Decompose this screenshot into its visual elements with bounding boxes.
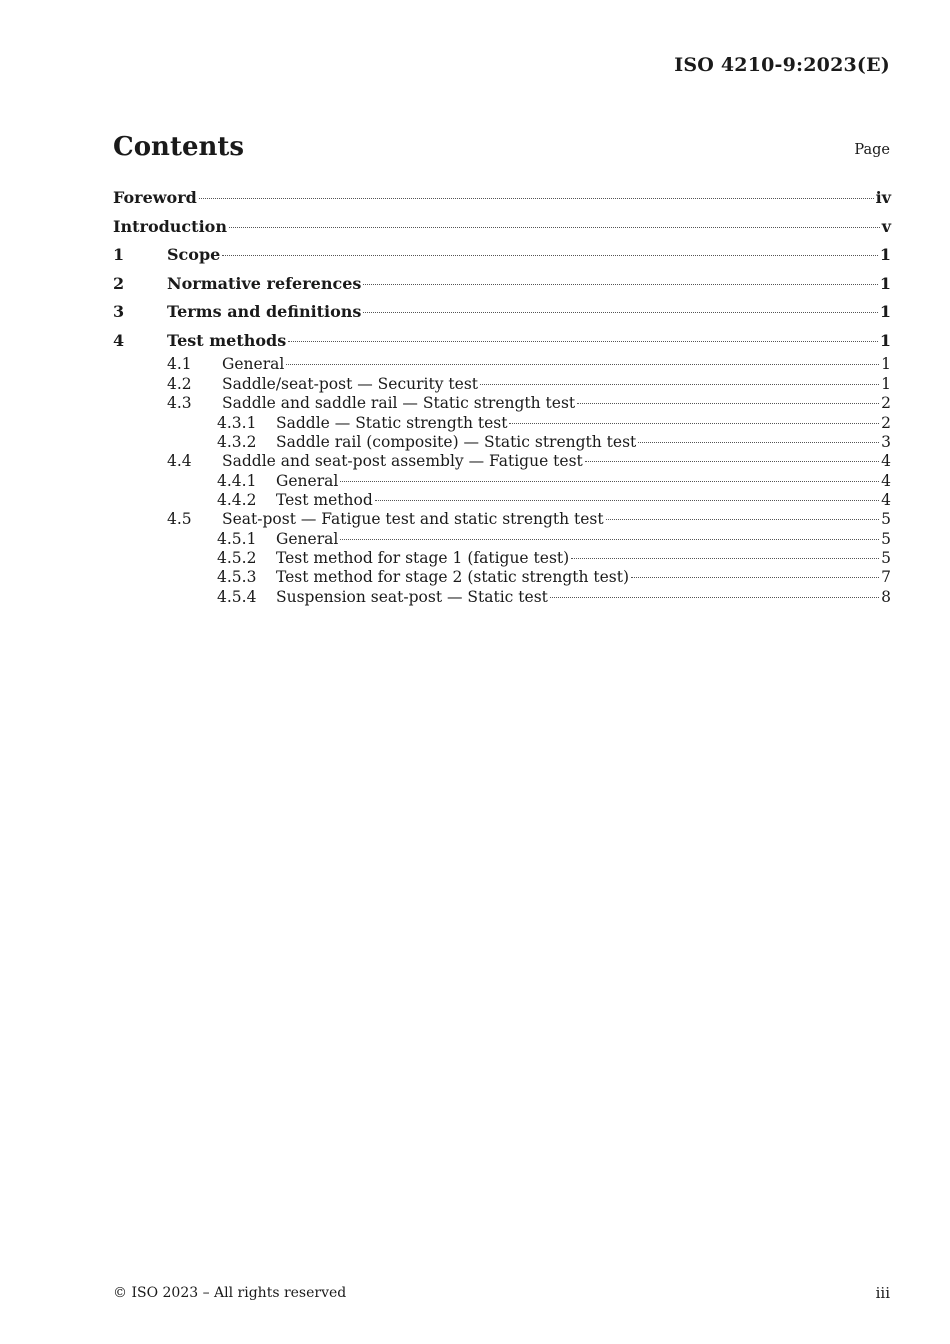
toc-entry-title: Saddle/seat-post — Security test xyxy=(222,374,478,393)
toc-entry-number: 4.5 xyxy=(167,510,192,529)
toc-entry-page: 2 xyxy=(881,394,891,412)
toc-entry-title: Saddle — Static strength test xyxy=(276,413,508,432)
toc-entry-page: 1 xyxy=(879,302,891,321)
toc-entry-title: General xyxy=(276,529,339,548)
dot-leader xyxy=(375,500,879,501)
toc-entry[interactable] xyxy=(113,355,891,375)
document-id: ISO 4210-9:2023(E) xyxy=(674,54,890,76)
dot-leader xyxy=(199,198,874,199)
toc-entry-title: Seat-post — Fatigue test and static strength test xyxy=(222,510,604,529)
toc-entry-number: 2 xyxy=(113,273,125,293)
dot-leader xyxy=(631,577,879,578)
toc-entry-page: 2 xyxy=(881,413,891,432)
toc-entry-number: 4.1 xyxy=(167,355,192,373)
toc-entry-title: Terms and definitions xyxy=(167,302,362,321)
toc-entry-number: 4.2 xyxy=(167,374,192,393)
toc-entry[interactable] xyxy=(113,213,891,242)
dot-leader xyxy=(577,403,879,404)
toc-entry-page: 5 xyxy=(881,529,891,548)
toc-entry-title: Suspension seat-post — Static test xyxy=(276,587,548,606)
toc-entry-page: 1 xyxy=(879,273,891,293)
toc-entry-title: Normative references xyxy=(167,273,362,293)
toc-entry-page: 4 xyxy=(881,452,891,471)
dot-leader xyxy=(509,423,879,424)
toc-entry-title: Saddle and seat-post assembly — Fatigue test xyxy=(222,452,583,471)
toc-entry-page: 7 xyxy=(881,568,891,587)
toc-entry-number: 4.4 xyxy=(167,452,192,471)
toc-entry-number: 4.3.2 xyxy=(217,432,257,451)
dot-leader xyxy=(340,539,879,540)
toc-entry-number: 4.5.3 xyxy=(217,568,257,587)
toc-entry-page: 8 xyxy=(881,587,891,606)
dot-leader xyxy=(480,384,879,385)
toc-entry-page: v xyxy=(881,216,891,236)
dot-leader xyxy=(363,284,877,285)
toc-entry-title: Saddle rail (composite) — Static strength test xyxy=(276,432,637,451)
toc-entry-number: 1 xyxy=(113,245,125,264)
toc-entry[interactable] xyxy=(113,588,891,607)
toc-entry[interactable] xyxy=(113,472,891,491)
toc-entry[interactable] xyxy=(113,298,891,327)
toc-entry-page: 1 xyxy=(879,245,891,264)
toc-entry[interactable] xyxy=(113,241,891,270)
toc-entry-page: 1 xyxy=(879,330,891,350)
toc-entry-number: 4.5.2 xyxy=(217,548,257,567)
toc-entry-number: 3 xyxy=(113,302,125,321)
dot-leader xyxy=(222,255,878,256)
toc-entry-title: Scope xyxy=(167,245,221,264)
dot-leader xyxy=(606,519,880,520)
toc-entry-page: 1 xyxy=(881,374,891,393)
toc-entry-title: Test method xyxy=(276,490,373,509)
toc-entry-title: Introduction xyxy=(113,216,227,236)
toc-entry-page: 5 xyxy=(881,548,891,567)
toc-entry-title: Test method for stage 1 (fatigue test) xyxy=(276,548,570,567)
toc-entry-title: Test methods xyxy=(167,330,287,350)
toc-entry-title: Foreword xyxy=(113,188,197,207)
toc-entry-number: 4 xyxy=(113,330,125,350)
toc-entry-page: 4 xyxy=(881,490,891,509)
toc-entry-number: 4.5.1 xyxy=(217,529,257,548)
toc-entry[interactable] xyxy=(113,327,891,356)
toc-entry[interactable] xyxy=(113,184,891,213)
dot-leader xyxy=(340,481,879,482)
toc-entry-number: 4.4.2 xyxy=(217,490,257,509)
toc-entry-number: 4.3 xyxy=(167,394,192,412)
table-of-contents xyxy=(113,184,891,607)
dot-leader xyxy=(286,364,879,365)
footer-copyright: © ISO 2023 – All rights reserved xyxy=(113,1285,347,1301)
dot-leader xyxy=(363,312,877,313)
toc-entry-title: General xyxy=(276,471,339,490)
toc-entry[interactable] xyxy=(113,394,891,414)
toc-entry-page: 4 xyxy=(881,471,891,490)
toc-entry[interactable] xyxy=(113,510,891,530)
toc-entry[interactable] xyxy=(113,452,891,472)
toc-entry[interactable] xyxy=(113,414,891,433)
dot-leader xyxy=(288,341,878,342)
toc-entry-title: Saddle and saddle rail — Static strength test xyxy=(222,394,576,412)
dot-leader xyxy=(638,442,879,443)
dot-leader xyxy=(585,461,879,462)
toc-entry[interactable] xyxy=(113,530,891,549)
toc-entry-page: 1 xyxy=(881,355,891,373)
dot-leader xyxy=(550,597,879,598)
toc-entry-number: 4.4.1 xyxy=(217,471,257,490)
toc-entry[interactable] xyxy=(113,375,891,395)
toc-entry-title: General xyxy=(222,355,285,373)
toc-entry-title: Test method for stage 2 (static strength test) xyxy=(276,568,630,587)
toc-entry-number: 4.3.1 xyxy=(217,413,257,432)
page-column-label: Page xyxy=(854,142,890,158)
toc-entry-number: 4.5.4 xyxy=(217,587,257,606)
toc-entry[interactable] xyxy=(113,491,891,510)
toc-entry[interactable] xyxy=(113,270,891,299)
footer-page-number: iii xyxy=(875,1284,890,1302)
toc-entry[interactable] xyxy=(113,433,891,452)
toc-entry[interactable] xyxy=(113,568,891,587)
contents-title: Contents xyxy=(113,132,245,162)
toc-entry[interactable] xyxy=(113,549,891,568)
toc-entry-page: 3 xyxy=(881,432,891,451)
toc-entry-page: iv xyxy=(875,188,891,207)
dot-leader xyxy=(229,227,880,228)
toc-entry-page: 5 xyxy=(881,510,891,529)
dot-leader xyxy=(571,558,879,559)
